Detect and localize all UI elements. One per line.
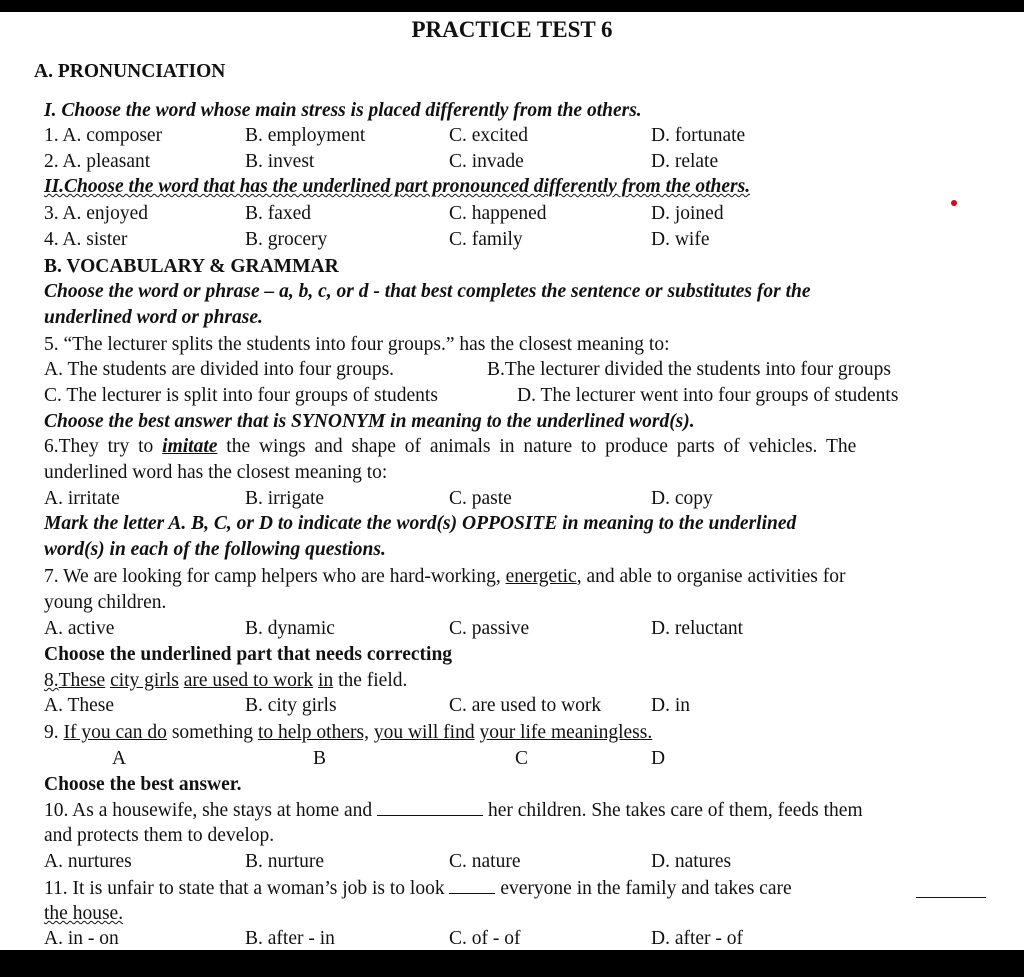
stem-start: 11. It is unfair to state that a woman’s job is to look (44, 878, 445, 899)
answer-blank (377, 797, 483, 816)
part-c: are used to work (183, 670, 314, 691)
instruction-vocab-line2: underlined word or phrase. (44, 307, 263, 328)
part-d: your life meaningless. (479, 722, 653, 743)
question-11 (0, 926, 1024, 952)
question-6 (0, 486, 1024, 512)
part-b: to help others, (257, 722, 369, 743)
instruction-opposite-line2: word(s) in each of the following questions. (44, 539, 386, 560)
option-c: C. paste (449, 488, 512, 509)
question-4 (0, 227, 1024, 253)
option-a: A. The students are divided into four groups. (44, 359, 395, 380)
option-b: B. grocery (245, 229, 328, 250)
question-number: 9. (44, 722, 59, 743)
question-8-stem (0, 668, 1024, 694)
question-number: 8. (44, 670, 59, 691)
option-d: D. in (651, 695, 690, 716)
option-a: 3. A. enjoyed (44, 203, 148, 224)
option-a: A. in - on (44, 928, 119, 949)
stem-end: the field. (338, 670, 408, 691)
stem-end: the wings and shape of animals in nature to produce parts of vehicles. The (226, 436, 857, 457)
option-c: C. happened (449, 203, 547, 224)
stem-middle: something (171, 722, 254, 743)
instruction-pronunciation: II.Choose the word that has the underlined part pronounced differently from the others. (44, 176, 751, 197)
question-10 (0, 849, 1024, 875)
option-d: D. joined (651, 203, 724, 224)
option-c: C. The lecturer is split into four groups of students (44, 385, 438, 406)
option-a: A. active (44, 618, 115, 639)
option-c: C. passive (449, 618, 530, 639)
instruction-best-answer: Choose the best answer. (44, 774, 242, 795)
underlined-word: imitate (162, 436, 218, 457)
answer-blank-2 (916, 879, 986, 898)
option-b: B. nurture (245, 851, 325, 872)
underlined-word: energetic (505, 566, 577, 587)
option-a: A. irritate (44, 488, 120, 509)
letter-a: A (112, 748, 127, 769)
question-9-letters (0, 746, 1024, 772)
option-b: B. invest (245, 151, 315, 172)
instruction-opposite-line1: Mark the letter A. B, C, or D to indicate the word(s) OPPOSITE in meaning to the underlined (44, 513, 797, 534)
stem-start: 6.They try to (44, 436, 154, 457)
option-b: B. irrigate (245, 488, 325, 509)
instruction-stress: I. Choose the word whose main stress is placed differently from the others. (44, 100, 642, 121)
option-c: C. invade (449, 151, 524, 172)
option-d: D. after - of (651, 928, 744, 949)
question-10-stem-line2: and protects them to develop. (44, 825, 275, 846)
option-a: 1. A. composer (44, 125, 163, 146)
question-5-stem: 5. “The lecturer splits the students into four groups.” has the closest meaning to: (44, 334, 670, 355)
question-3 (0, 201, 1024, 227)
page-title: PRACTICE TEST 6 (411, 17, 613, 42)
option-b: B. after - in (245, 928, 335, 949)
option-c: C. of - of (449, 928, 521, 949)
question-8 (0, 693, 1024, 719)
instruction-correcting: Choose the underlined part that needs correcting (44, 644, 453, 665)
stem-middle: everyone in the family and takes care (500, 878, 792, 899)
instruction-synonym: Choose the best answer that is SYNONYM in meaning to the underlined word(s). (44, 411, 695, 432)
part-a: These (58, 670, 106, 691)
option-a: A. These (44, 695, 115, 716)
option-d: D. fortunate (651, 125, 746, 146)
question-5-row1 (0, 357, 1024, 383)
option-d: D. relate (651, 151, 719, 172)
letter-c: C (515, 748, 529, 769)
option-c: C. nature (449, 851, 521, 872)
option-c: C. are used to work (449, 695, 602, 716)
option-b: B. employment (245, 125, 366, 146)
option-a: 2. A. pleasant (44, 151, 151, 172)
option-a: A. nurtures (44, 851, 132, 872)
section-vocabulary: B. VOCABULARY & GRAMMAR (44, 256, 339, 277)
option-c: C. excited (449, 125, 529, 146)
question-7-stem (0, 564, 1024, 590)
instruction-vocab-line1: Choose the word or phrase – a, b, c, or d - that best completes the sentence or substitutes for the (44, 281, 811, 302)
option-d: D. reluctant (651, 618, 744, 639)
question-7-stem-line2: young children. (44, 592, 167, 613)
part-b: city girls (110, 670, 179, 691)
question-11-stem-line2: the house. (44, 903, 124, 924)
question-9-stem (0, 720, 1024, 746)
stem-end: , and able to organise activities for (576, 566, 846, 587)
section-pronunciation: A. PRONUNCIATION (34, 61, 226, 82)
test-page (0, 12, 1024, 950)
question-11-stem (0, 875, 1024, 901)
option-c: C. family (449, 229, 523, 250)
option-a: 4. A. sister (44, 229, 128, 250)
stem-start: 10. As a housewife, she stays at home and (44, 800, 373, 821)
question-10-stem (0, 797, 1024, 823)
question-5-row2 (0, 383, 1024, 409)
question-2 (0, 149, 1024, 175)
option-d: D. copy (651, 488, 713, 509)
part-d: in (318, 670, 334, 691)
part-a: If you can do (63, 722, 167, 743)
part-c: you will find (373, 722, 475, 743)
option-b: B.The lecturer divided the students into four groups (487, 359, 891, 380)
letter-d: D (651, 748, 666, 769)
question-6-stem-line2: underlined word has the closest meaning to: (44, 462, 388, 483)
red-dot-mark (951, 200, 957, 206)
question-6-stem (0, 434, 1024, 460)
option-d: D. natures (651, 851, 732, 872)
option-d: D. The lecturer went into four groups of students (517, 385, 899, 406)
option-d: D. wife (651, 229, 710, 250)
option-b: B. dynamic (245, 618, 335, 639)
question-7 (0, 616, 1024, 642)
stem-end: her children. She takes care of them, feeds them (487, 800, 863, 821)
letter-b: B (313, 748, 327, 769)
option-b: B. faxed (245, 203, 312, 224)
stem-start: 7. We are looking for camp helpers who are hard-working, (44, 566, 501, 587)
answer-blank-1 (449, 875, 495, 894)
option-b: B. city girls (245, 695, 337, 716)
question-1 (0, 123, 1024, 149)
